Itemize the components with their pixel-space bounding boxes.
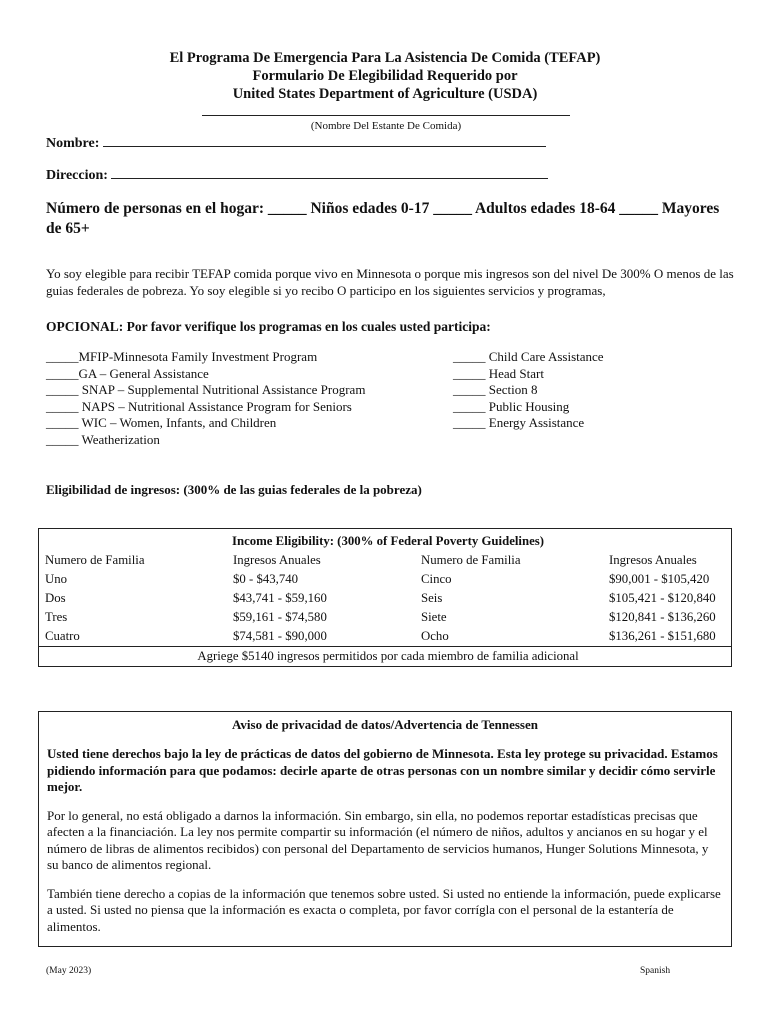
table-cell: $0 - $43,740 — [233, 572, 299, 586]
table-cell: $105,421 - $120,840 — [603, 589, 732, 608]
privacy-notice-title: Aviso de privacidad de datos/Advertencia de Tennessen — [231, 717, 538, 732]
income-eligibility-table — [38, 528, 732, 667]
table-cell: Uno — [39, 570, 228, 589]
program-checkbox[interactable]: _____ SNAP – Supplemental Nutritional Assistance Program — [46, 382, 366, 397]
table-cell: Seis — [421, 591, 443, 605]
food-shelf-name-label: (Nombre Del Estante De Comida) — [310, 120, 462, 132]
table-cell: Ocho — [421, 629, 449, 643]
column-header: Numero de Familia — [39, 551, 228, 570]
program-checkbox[interactable]: _____GA – General Assistance — [46, 365, 209, 381]
column-header: Ingresos Anuales — [603, 551, 732, 570]
name-label: Nombre: — [46, 136, 100, 151]
name-input-line[interactable] — [103, 134, 546, 147]
table-row — [39, 627, 732, 647]
privacy-notice-box — [38, 711, 732, 947]
table-header-row — [39, 551, 732, 570]
address-label: Direccion: — [46, 168, 108, 183]
table-row — [39, 608, 732, 627]
table-cell: Cinco — [421, 572, 452, 586]
footer-date: (May 2023) — [46, 966, 92, 976]
name-field — [46, 134, 546, 152]
program-checkbox[interactable]: _____ Energy Assistance — [453, 415, 585, 430]
eligibility-statement: Yo soy elegible para recibir TEFAP comida porque vivo en Minnesota o porque mis ingresos son del nivel De 300% O menos de las guias federales de pobreza. Yo soy elegible si yo recibo O participo en los siguientes servicios y programas, — [46, 266, 734, 298]
table-cell: Siete — [421, 610, 447, 624]
income-table-title: Income Eligibility: (300% of Federal Poverty Guidelines) — [39, 529, 732, 552]
household-count-line[interactable]: Número de personas en el hogar: _____ Niños edades 0-17 _____ Adultos edades 18-64 _____ Mayores de 65+ — [46, 200, 720, 237]
program-checkbox[interactable]: _____ WIC – Women, Infants, and Children — [46, 415, 277, 430]
programs-right-list — [453, 349, 604, 432]
table-cell: Tres — [39, 608, 228, 627]
privacy-sharing-paragraph: Por lo general, no está obligado a darnos la información. Sin embargo, sin ella, no podemos reportar estadísticas precisas que afecten a la financiación. La ley nos permite compartir su información (el número de niños, adultos y ancianos en su hogar y el número de libras de alimentos recibidos) con personal del Departamento de servicios humanos, Hunger Solutions Minnesota, y su banco de alimentos regional. — [47, 807, 709, 872]
program-checkbox[interactable]: _____ Head Start — [453, 365, 544, 381]
table-cell: $136,261 - $151,680 — [603, 627, 732, 647]
program-checkbox[interactable]: _____ Public Housing — [453, 398, 570, 414]
address-input-line[interactable] — [111, 166, 548, 179]
table-cell: $90,001 - $105,420 — [603, 570, 732, 589]
income-table-footer: Agriege $5140 ingresos permitidos por cada miembro de familia adicional — [39, 647, 732, 667]
form-title: El Programa De Emergencia Para La Asistencia De Comida (TEFAP) — [169, 50, 601, 66]
program-checkbox[interactable]: _____ Section 8 — [453, 382, 538, 397]
table-cell: Cuatro — [39, 627, 228, 647]
program-checkbox[interactable]: _____MFIP-Minnesota Family Investment Program — [46, 349, 318, 364]
address-field — [46, 166, 548, 184]
form-subtitle: Formulario De Elegibilidad Requerido por — [252, 68, 518, 84]
table-cell: $59,161 - $74,580 — [233, 610, 327, 624]
table-cell: $120,841 - $136,260 — [603, 608, 732, 627]
program-checkbox[interactable]: _____ Child Care Assistance — [453, 349, 604, 364]
form-agency: United States Department of Agriculture (USDA) — [232, 86, 538, 102]
privacy-copies-paragraph: También tiene derecho a copias de la información que tenemos sobre usted. Si usted no entiende la información, puede explicarse a usted. Si usted no piensa que la información es exacta o completa, por favor corrígla con el personal de la estantería de alimentos. — [47, 885, 721, 934]
footer-language: Spanish — [640, 966, 671, 976]
table-row — [39, 589, 732, 608]
optional-heading: OPCIONAL: Por favor verifique los programas en los cuales usted participa: — [46, 319, 491, 334]
table-row — [39, 570, 732, 589]
programs-left-list — [46, 349, 365, 448]
table-cell: $43,741 - $59,160 — [233, 591, 327, 605]
table-cell: $74,581 - $90,000 — [233, 629, 327, 643]
program-checkbox[interactable]: _____ Weatherization — [46, 431, 160, 447]
table-cell: Dos — [39, 589, 228, 608]
privacy-rights-paragraph: Usted tiene derechos bajo la ley de prácticas de datos del gobierno de Minnesota. Esta ley protege su privacidad. Estamos pidiendo información para que podamos: decirle aparte de otras personas con un nombre similar y decidir cómo servirle mejor. — [47, 746, 718, 794]
food-shelf-name-line[interactable] — [202, 115, 570, 116]
program-checkbox[interactable]: _____ NAPS – Nutritional Assistance Program for Seniors — [46, 398, 352, 414]
column-header: Numero de Familia — [421, 553, 521, 567]
column-header: Ingresos Anuales — [233, 553, 321, 567]
income-heading: Eligibilidad de ingresos: (300% de las guias federales de la pobreza) — [46, 482, 422, 497]
